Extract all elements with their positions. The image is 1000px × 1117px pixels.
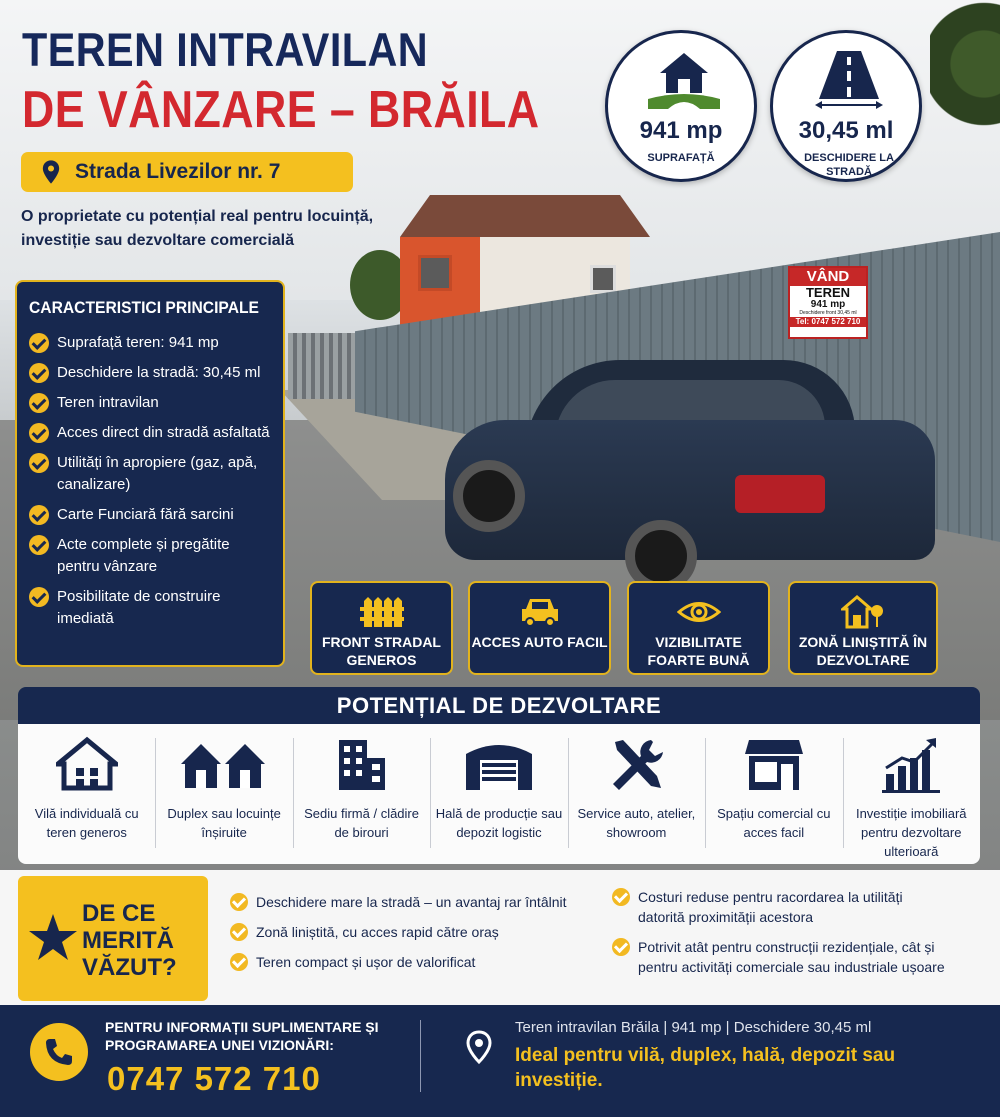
background-tree (930, 0, 1000, 160)
check-icon (230, 923, 248, 941)
characteristic-text: Carte Funciară fără sarcini (57, 506, 234, 523)
duplex-icon (179, 736, 269, 794)
house-tree-icon (841, 595, 885, 629)
tagline: O proprietate cu potențial real pentru locuință, investiție sau dezvoltare comercială (21, 208, 374, 249)
footer-divider (420, 1020, 421, 1092)
check-icon (29, 535, 49, 555)
potential-list (18, 724, 980, 864)
check-icon (29, 423, 49, 443)
potential-item (155, 724, 292, 864)
potential-label: Spațiu comercial cu acces facil (717, 806, 831, 840)
why-item (230, 922, 600, 942)
characteristic-item (29, 534, 271, 578)
eye-icon (677, 595, 721, 629)
why-badge (18, 876, 208, 1001)
potential-label: Vilă individuală cu teren generos (34, 806, 139, 840)
potential-label: Sediu firmă / clădire de birouri (304, 806, 419, 840)
shop-icon (743, 736, 805, 794)
check-icon (612, 888, 630, 906)
characteristic-item (29, 586, 271, 630)
location-pin-icon (465, 1030, 493, 1066)
potential-label: Duplex sau locuințe înșiruite (167, 806, 281, 840)
potential-label: Service auto, atelier, showroom (577, 806, 696, 840)
title-line-2: DE VÂNZARE – BRĂILA (22, 81, 540, 139)
why-text: Deschidere mare la stradă – un avantaj rar întâlnit (256, 894, 567, 910)
warehouse-icon (464, 736, 534, 794)
check-icon (230, 893, 248, 911)
stat-frontage (770, 30, 922, 182)
potential-label: Investiție imobiliară pentru dezvoltare ulterioară (855, 806, 967, 859)
feature-box (310, 581, 453, 675)
characteristic-item (29, 362, 271, 384)
why-text: Potrivit atât pentru construcții rezidențiale, cât și pentru activități comerciale sau industriale ușoare (638, 939, 945, 975)
why-item (230, 892, 600, 912)
check-icon (612, 938, 630, 956)
characteristics-panel (15, 280, 285, 667)
characteristic-item (29, 392, 271, 414)
check-icon (29, 505, 49, 525)
check-icon (29, 363, 49, 383)
feature-label: FRONT STRADAL GENEROS (322, 634, 441, 668)
sale-sign-line: Tel: 0747 572 710 (790, 317, 866, 327)
check-icon (29, 587, 49, 607)
footer-summary: Teren intravilan Brăila | 941 mp | Deschidere 30,45 ml (515, 1019, 872, 1036)
house-land-icon (648, 49, 720, 109)
villa-icon (56, 736, 118, 794)
why-item (612, 937, 947, 977)
why-text: Costuri reduse pentru racordarea la utilități datorită proximității acestora (638, 889, 903, 925)
characteristics-title: CARACTERISTICI PRINCIPALE (29, 298, 259, 317)
characteristic-item (29, 452, 271, 496)
characteristic-text: Suprafață teren: 941 mp (57, 334, 219, 351)
phone-badge (30, 1023, 88, 1081)
check-icon (29, 393, 49, 413)
potential-item (430, 724, 567, 864)
stat-value: 941 mp (639, 117, 723, 144)
feature-box (788, 581, 938, 675)
characteristic-item (29, 332, 271, 354)
feature-label: ACCES AUTO FACIL (471, 634, 608, 650)
feature-box (627, 581, 770, 675)
potential-title: POTENȚIAL DE DEZVOLTARE (18, 687, 980, 724)
why-list-left (230, 892, 600, 982)
address-badge (21, 152, 353, 192)
title-line-1: TEREN INTRAVILAN (22, 23, 429, 76)
potential-label: Hală de producție sau depozit logistic (435, 806, 563, 840)
feature-label: ZONĂ LINIȘTITĂ ÎN DEZVOLTARE (798, 634, 928, 668)
star-icon (27, 912, 79, 962)
potential-item (18, 724, 155, 864)
road-icon (813, 49, 885, 109)
why-item (230, 952, 600, 972)
check-icon (230, 953, 248, 971)
feature-label: VIZIBILITATE FOARTE BUNĂ (647, 634, 750, 668)
characteristic-item (29, 422, 271, 444)
stat-label: SUPRAFAȚĂ (647, 152, 715, 164)
potential-item (705, 724, 842, 864)
background-gate (288, 333, 358, 399)
check-icon (29, 333, 49, 353)
stat-label: DESCHIDERE LA STRADĂ (804, 152, 894, 178)
footer-info: PENTRU INFORMAȚII SUPLIMENTARE ȘI PROGRAMAREA UNEI VIZIONĂRI: (105, 1019, 379, 1053)
potential-item (843, 724, 980, 864)
sale-sign-line: TEREN (805, 285, 851, 300)
why-text: Teren compact și ușor de valorificat (256, 954, 476, 970)
stat-value: 30,45 ml (798, 117, 894, 144)
characteristic-text: Acces direct din stradă asfaltată (57, 424, 270, 441)
why-item (612, 887, 947, 927)
why-title: DE CE MERITĂ VĂZUT? (82, 900, 177, 981)
tools-icon (605, 736, 667, 794)
stat-area (605, 30, 757, 182)
growth-chart-icon (880, 736, 942, 794)
for-sale-sign (788, 266, 868, 339)
location-pin-icon (37, 158, 65, 186)
footer-highlight: Ideal pentru vilă, duplex, hală, depozit sau investiție. (515, 1045, 896, 1091)
sale-sign-line: 941 mp (810, 299, 846, 310)
characteristic-item (29, 504, 271, 526)
office-building-icon (331, 736, 393, 794)
address-text: Strada Livezilor nr. 7 (75, 160, 281, 183)
characteristic-text: Acte complete și pregătite pentru vânzare (57, 536, 230, 575)
potential-item (568, 724, 705, 864)
potential-item (293, 724, 430, 864)
background-car (445, 360, 935, 590)
sale-sign-line: Deschidere front 30,45 ml (799, 310, 857, 316)
car-icon (518, 595, 562, 629)
characteristic-text: Utilități în apropiere (gaz, apă, canalizare) (57, 454, 258, 493)
why-text: Zonă liniștită, cu acces rapid către oraș (256, 924, 499, 940)
why-list-right (612, 887, 947, 987)
phone-number[interactable]: 0747 572 710 (107, 1060, 321, 1097)
characteristic-text: Deschidere la stradă: 30,45 ml (57, 364, 261, 381)
sale-sign-line: VÂND (790, 268, 866, 286)
fence-icon (360, 595, 404, 629)
feature-box (468, 581, 611, 675)
check-icon (29, 453, 49, 473)
phone-icon (43, 1036, 75, 1068)
characteristic-text: Posibilitate de construire imediată (57, 588, 221, 627)
characteristic-text: Teren intravilan (57, 394, 159, 411)
